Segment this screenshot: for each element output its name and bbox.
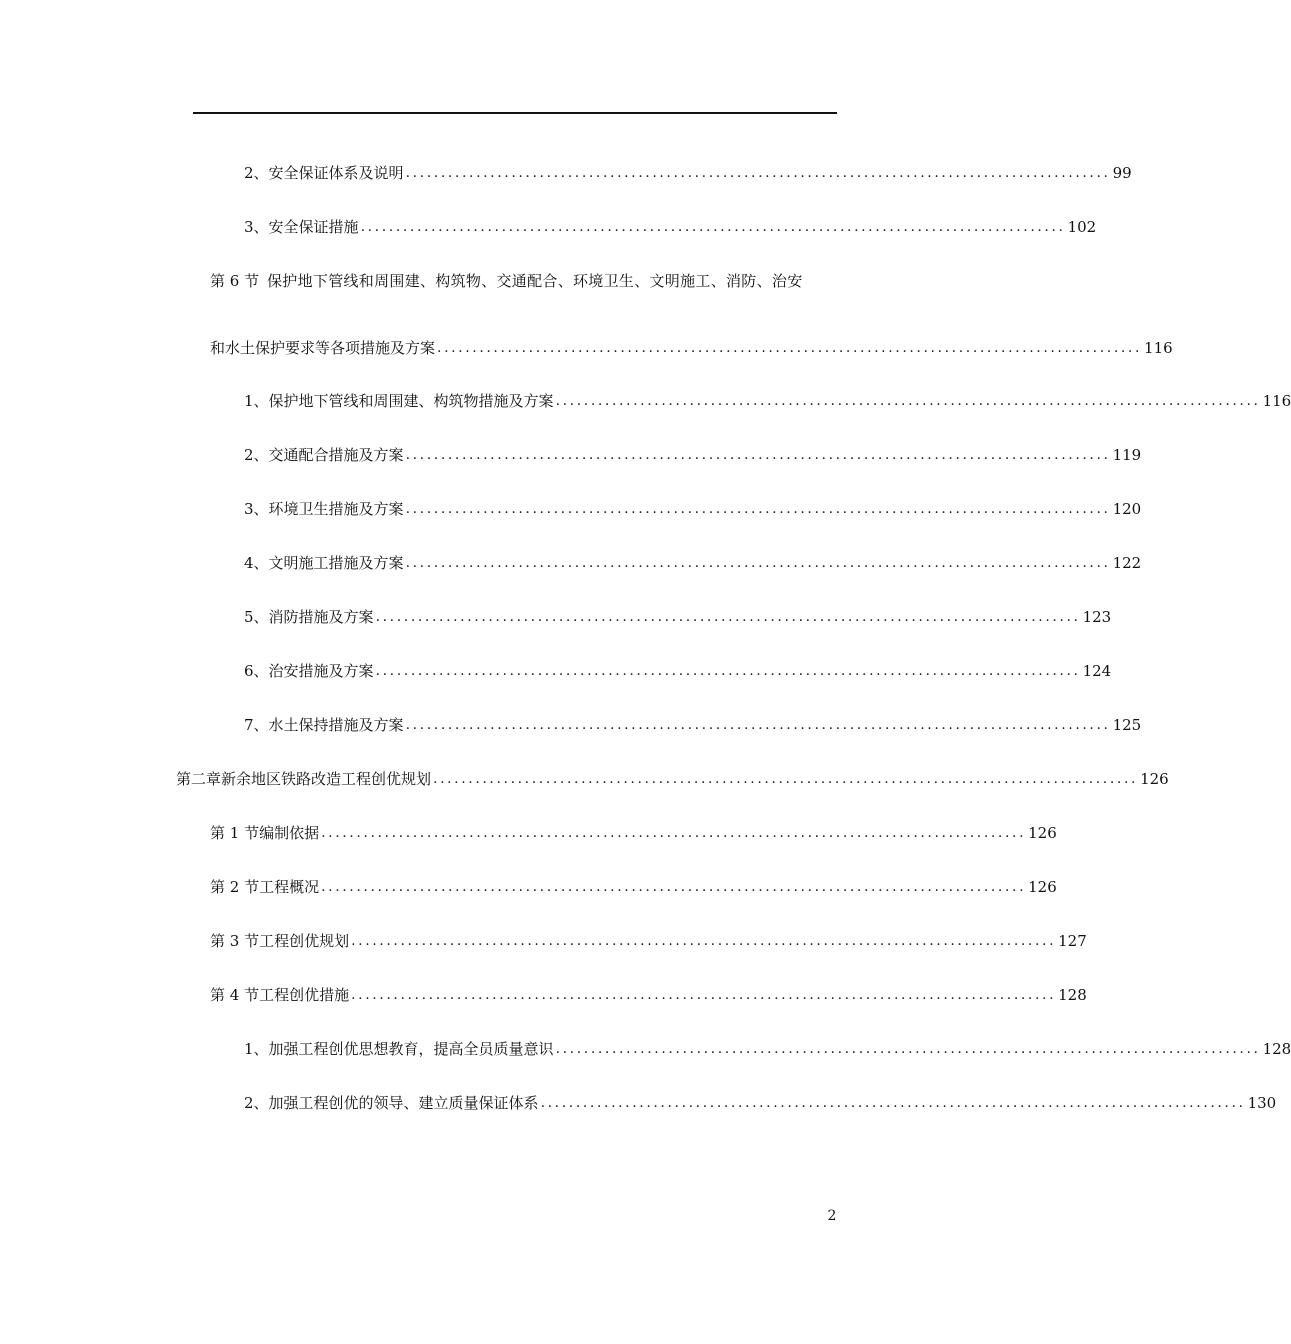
toc-entry-page: 126 — [1028, 878, 1057, 896]
toc-entry-title: 工程创优规划 — [259, 932, 350, 950]
toc-entry-number: 第 4 节 — [210, 986, 260, 1004]
toc-dot-leader: .................................................................................................... — [375, 609, 1081, 625]
toc-entry-page: 116 — [1144, 339, 1173, 357]
toc-dot-leader: .................................................................................................... — [351, 933, 1057, 949]
toc-entry[interactable] — [244, 498, 1142, 520]
toc-dot-leader: .................................................................................................... — [405, 717, 1111, 733]
toc-entry-number: 7、 — [244, 716, 269, 734]
toc-entry-title: 新余地区铁路改造工程创优规划 — [221, 770, 432, 788]
toc-dot-leader: .................................................................................................... — [321, 825, 1027, 841]
toc-section-entry[interactable] — [210, 984, 1087, 1006]
toc-entry[interactable] — [244, 444, 1142, 466]
toc-entry-number: 3、 — [244, 500, 269, 518]
toc-dot-leader: .................................................................................................... — [351, 987, 1057, 1003]
toc-entry-title: 加强工程创优思想教育，提高全员质量意识 — [268, 1040, 554, 1058]
toc-dot-leader: .................................................................................................... — [405, 165, 1111, 181]
toc-entry[interactable] — [244, 606, 1112, 628]
toc-entry-number: 4、 — [244, 554, 269, 572]
toc-dot-leader: .................................................................................................... — [405, 501, 1111, 517]
toc-dot-leader: .................................................................................................... — [375, 663, 1081, 679]
toc-entry-page: 125 — [1112, 716, 1142, 734]
toc-dot-leader: .................................................................................................... — [555, 393, 1261, 409]
toc-entry[interactable] — [244, 216, 1097, 238]
toc-entry-page: 116 — [1262, 392, 1291, 410]
toc-entry-title: 消防措施及方案 — [268, 608, 374, 626]
toc-entry-title: 编制依据 — [259, 824, 320, 842]
toc-entry-page: 128 — [1262, 1040, 1291, 1058]
toc-entry-number: 第 3 节 — [210, 932, 260, 950]
toc-dot-leader: .................................................................................................... — [360, 219, 1066, 235]
toc-entry-page: 99 — [1112, 164, 1132, 182]
toc-entry-title: 保护地下管线和周围建、构筑物、交通配合、环境卫生、文明施工、消防、治安 — [267, 272, 803, 290]
toc-entry[interactable] — [244, 714, 1142, 736]
toc-entry-number: 第 2 节 — [210, 878, 260, 896]
toc-entry[interactable] — [244, 552, 1142, 574]
toc-entry-title: 交通配合措施及方案 — [268, 446, 404, 464]
toc-entry-title: 安全保证措施 — [268, 218, 359, 236]
toc-dot-leader: .................................................................................................... — [405, 447, 1111, 463]
toc-entry-number: 2、 — [244, 1094, 269, 1112]
toc-entry-title: 和水土保护要求等各项措施及方案 — [210, 339, 436, 357]
toc-dot-leader: .................................................................................................... — [321, 879, 1027, 895]
toc-entry-number: 第 1 节 — [210, 824, 260, 842]
toc-entry-page: 130 — [1247, 1094, 1277, 1112]
toc-entry-page: 126 — [1140, 770, 1169, 788]
toc-dot-leader: .................................................................................................... — [437, 340, 1143, 356]
toc-entry-number: 1、 — [244, 392, 269, 410]
toc-entry-title: 水土保持措施及方案 — [268, 716, 404, 734]
toc-entry-number: 1、 — [244, 1040, 269, 1058]
toc-dot-leader: .................................................................................................... — [433, 771, 1139, 787]
toc-entry-title: 工程概况 — [259, 878, 320, 896]
toc-entry[interactable] — [244, 162, 1132, 184]
toc-entry-number: 2、 — [244, 446, 269, 464]
toc-entry-number: 3、 — [244, 218, 269, 236]
toc-entry-title: 文明施工措施及方案 — [268, 554, 404, 572]
toc-entry-wrapped-second-line[interactable] — [210, 337, 1173, 359]
toc-entry-number: 5、 — [244, 608, 269, 626]
toc-section-entry[interactable] — [210, 930, 1087, 952]
toc-dot-leader: .................................................................................................... — [555, 1041, 1261, 1057]
toc-entry-page: 102 — [1067, 218, 1097, 236]
toc-entry[interactable] — [244, 1092, 1277, 1114]
toc-entry-title: 加强工程创优的领导、建立质量保证体系 — [268, 1094, 539, 1112]
toc-dot-leader: .................................................................................................... — [405, 555, 1111, 571]
toc-section-entry[interactable] — [210, 822, 1057, 844]
toc-entry-number: 6、 — [244, 662, 269, 680]
toc-entry-page: 123 — [1082, 608, 1112, 626]
page-number: 2 — [827, 1208, 837, 1224]
toc-section-entry[interactable] — [210, 876, 1057, 898]
toc-entry-page: 120 — [1112, 500, 1142, 518]
toc-entry-page: 127 — [1058, 932, 1087, 950]
toc-dot-leader: .................................................................................................... — [540, 1095, 1246, 1111]
toc-entry-wrapped-first-line[interactable] — [210, 270, 854, 292]
toc-entry-page: 126 — [1028, 824, 1057, 842]
toc-entry-page: 124 — [1082, 662, 1112, 680]
toc-entry-number: 2、 — [244, 164, 269, 182]
toc-entry[interactable] — [244, 390, 1291, 412]
toc-entry-page: 128 — [1058, 986, 1087, 1004]
toc-chapter-entry[interactable] — [176, 768, 1169, 790]
toc-entry-number: 第二章 — [176, 770, 222, 788]
toc-entry-title: 治安措施及方案 — [268, 662, 374, 680]
toc-entry[interactable] — [244, 660, 1112, 682]
toc-entry[interactable] — [244, 1038, 1291, 1060]
toc-entry-title: 工程创优措施 — [259, 986, 350, 1004]
toc-entry-page: 119 — [1112, 446, 1142, 464]
toc-entry-number: 第 6 节 — [210, 272, 260, 290]
toc-entry-page: 122 — [1112, 554, 1142, 572]
toc-entry-title: 环境卫生措施及方案 — [268, 500, 404, 518]
toc-entry-title: 安全保证体系及说明 — [268, 164, 404, 182]
toc-entry-title: 保护地下管线和周围建、构筑物措施及方案 — [268, 392, 554, 410]
